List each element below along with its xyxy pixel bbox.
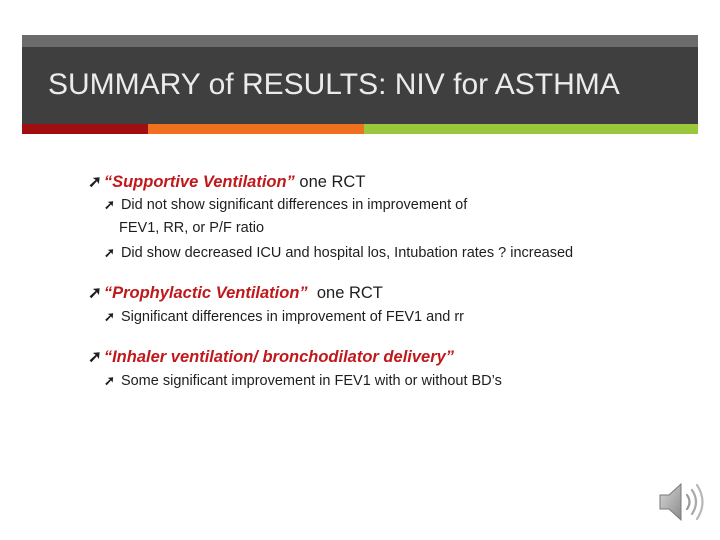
arrow-up-right-icon: ➚ <box>104 197 115 212</box>
slide-title: SUMMARY of RESULTS: NIV for ASTHMA <box>48 68 620 101</box>
arrow-up-right-icon: ➚ <box>88 284 102 302</box>
sub-bullet-text: Did not show significant differences in improvement of <box>120 197 468 213</box>
bullet-heading: “Prophylactic Ventilation” <box>103 284 308 302</box>
bullet-prophylactic-ventilation <box>88 283 383 303</box>
bullet-supportive-ventilation <box>88 172 365 192</box>
arrow-up-right-icon: ➚ <box>88 173 102 191</box>
arrow-up-right-icon: ➚ <box>104 309 115 324</box>
arrow-up-right-icon: ➚ <box>88 348 102 366</box>
arrow-up-right-icon: ➚ <box>104 373 115 388</box>
sub-bullet-text: Did show decreased ICU and hospital los, Intubation rates ? increased <box>120 245 574 261</box>
bullet-heading: “Inhaler ventilation/ bronchodilator delivery” <box>103 348 455 366</box>
bullet-suffix: one RCT <box>307 284 383 302</box>
arrow-up-right-icon: ➚ <box>104 245 115 260</box>
bullet-suffix: one RCT <box>294 173 366 191</box>
bullet-inhaler-ventilation <box>88 347 454 367</box>
sub-bullet <box>104 373 502 389</box>
sub-bullet-text: Some significant improvement in FEV1 with or without BD’s <box>120 373 502 389</box>
bullet-heading: “Supportive Ventilation” <box>103 173 295 191</box>
speaker-icon[interactable] <box>654 476 706 528</box>
sub-bullet-text: Significant differences in improvement of FEV1 and rr <box>120 309 465 325</box>
sub-bullet <box>104 197 467 213</box>
sub-bullet-continuation: FEV1, RR, or P/F ratio <box>119 220 265 236</box>
sub-bullet <box>104 309 464 325</box>
sub-bullet <box>104 245 573 261</box>
